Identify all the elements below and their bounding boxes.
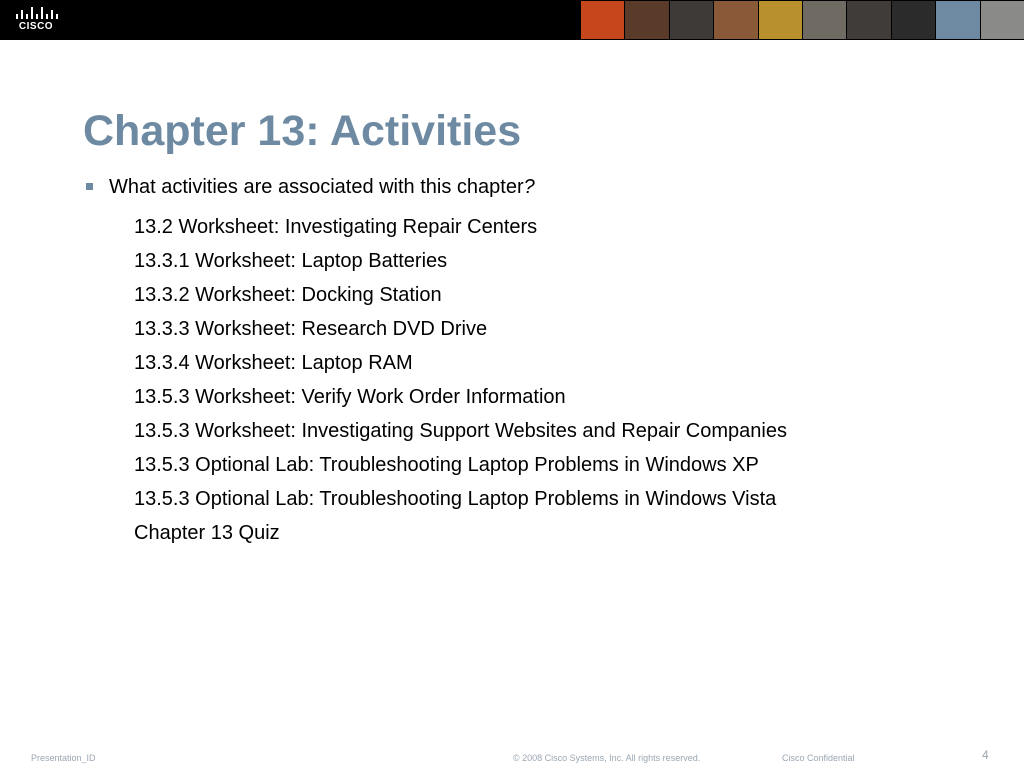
header-photo (803, 1, 846, 39)
activity-item: 13.3.2 Worksheet: Docking Station (134, 284, 442, 306)
activity-item: 13.3.3 Worksheet: Research DVD Drive (134, 318, 488, 340)
activity-item: Chapter 13 Quiz (134, 522, 280, 544)
activity-item: 13.5.3 Optional Lab: Troubleshooting Laptop Problems in Windows Vista (134, 488, 777, 510)
page-number: 4 (982, 748, 989, 762)
copyright-text: © 2008 Cisco Systems, Inc. All rights reserved. (513, 753, 701, 763)
activity-list (134, 210, 787, 550)
header-photo (581, 1, 624, 39)
header-photo (847, 1, 890, 39)
cisco-bridge-icon (13, 6, 59, 20)
bullet-suffix: ? (523, 176, 535, 198)
header-bar (0, 0, 1024, 40)
header-photo (936, 1, 979, 39)
presentation-id: Presentation_ID (31, 753, 96, 763)
activity-item: 13.2 Worksheet: Investigating Repair Centers (134, 216, 538, 238)
header-photo (625, 1, 668, 39)
cisco-logo (13, 6, 59, 34)
square-bullet-icon (86, 183, 93, 190)
header-photo (670, 1, 713, 39)
cisco-wordmark: CISCO (18, 21, 54, 32)
activity-item: 13.3.4 Worksheet: Laptop RAM (134, 352, 413, 374)
header-photo (892, 1, 935, 39)
bullet-text: What activities are associated with this chapter (109, 176, 524, 198)
header-photo-strip (580, 1, 1024, 39)
activity-item: 13.3.1 Worksheet: Laptop Batteries (134, 250, 448, 272)
bullet-text-wrap (109, 176, 535, 199)
slide-title: Chapter 13: Activities (83, 107, 522, 155)
header-photo (759, 1, 802, 39)
activity-item: 13.5.3 Worksheet: Verify Work Order Information (134, 386, 566, 408)
activity-item: 13.5.3 Optional Lab: Troubleshooting Laptop Problems in Windows XP (134, 454, 759, 476)
header-photo (714, 1, 757, 39)
confidential-label: Cisco Confidential (782, 753, 855, 763)
header-photo (981, 1, 1024, 39)
activity-item: 13.5.3 Worksheet: Investigating Support Websites and Repair Companies (134, 420, 787, 442)
